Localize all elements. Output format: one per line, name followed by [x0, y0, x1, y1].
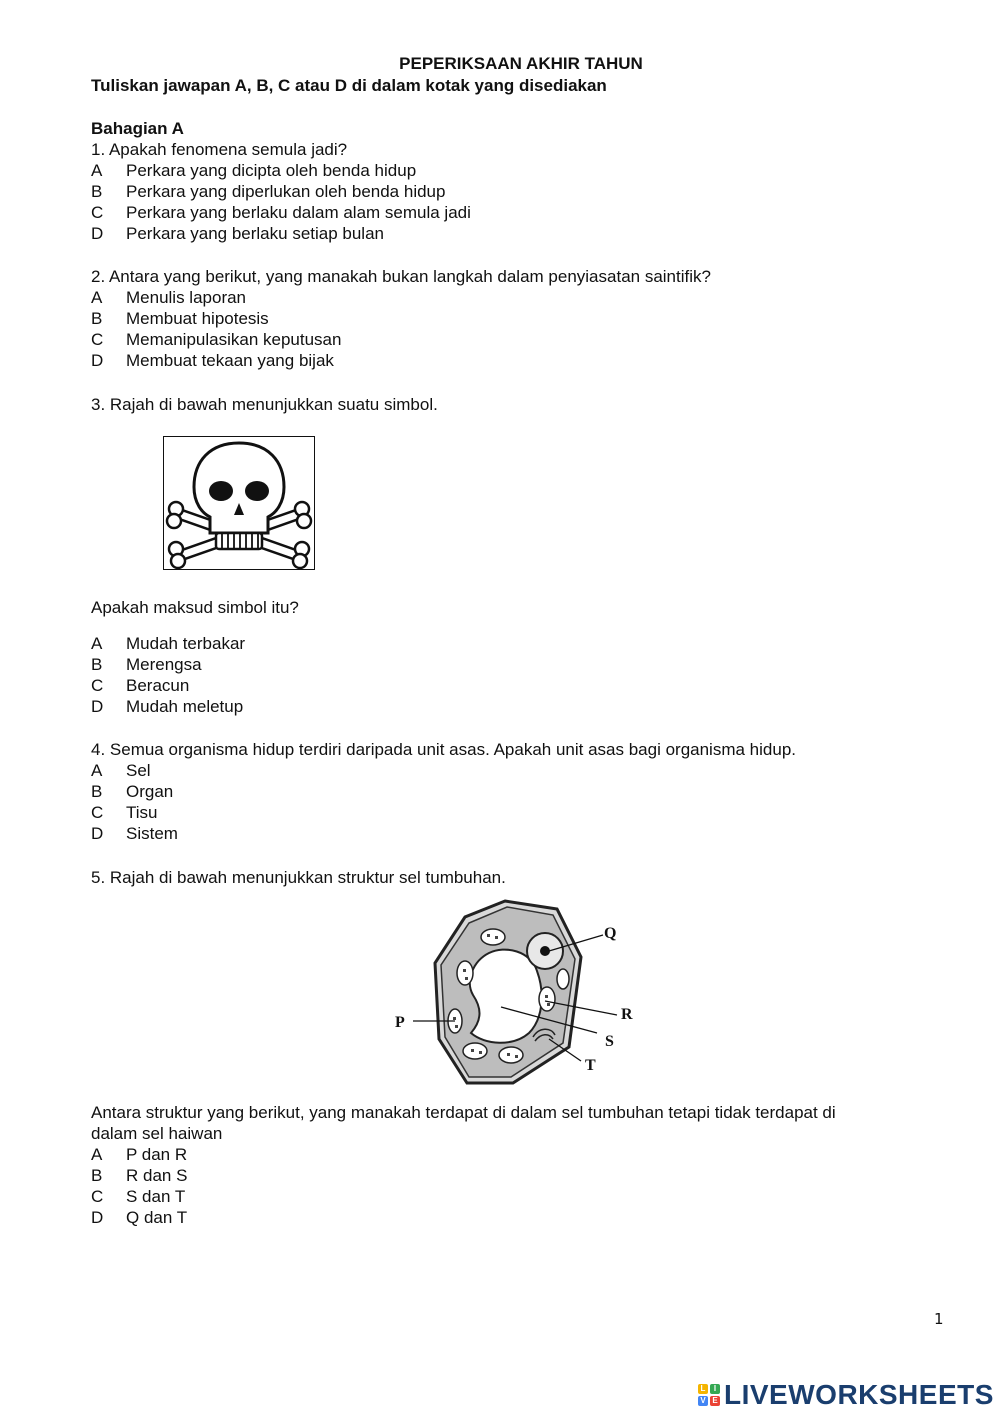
poison-symbol-figure — [163, 436, 315, 570]
q5-option-b: B R dan S — [91, 1166, 188, 1185]
question-2: 2. Antara yang berikut, yang manakah bukan langkah dalam penyiasatan saintifik? — [91, 267, 711, 286]
liveworksheets-brand[interactable] — [698, 1375, 994, 1415]
question-3-followup: Apakah maksud simbol itu? — [91, 598, 299, 617]
q3-option-b: B Merengsa — [91, 655, 202, 674]
label-r: R — [621, 1006, 633, 1023]
q4-option-b: B Organ — [91, 782, 174, 801]
brand-name: LIVEWORKSHEETS — [724, 1379, 994, 1410]
exam-title: PEPERIKSAAN AKHIR TAHUN — [399, 54, 643, 73]
q4-option-c: C Tisu — [91, 803, 158, 822]
label-s: S — [605, 1033, 614, 1050]
question-5-followup-line2: dalam sel haiwan — [91, 1124, 223, 1143]
q2-option-c: C Memanipulasikan keputusan — [91, 330, 342, 349]
q2-option-a: A Menulis laporan — [91, 288, 247, 307]
q5-option-a: A P dan R — [91, 1145, 188, 1164]
question-1: 1. Apakah fenomena semula jadi? — [91, 140, 348, 159]
q3-option-d: D Mudah meletup — [91, 697, 244, 716]
label-t: T — [585, 1057, 596, 1074]
q1-option-d: D Perkara yang berlaku setiap bulan — [91, 224, 384, 243]
q4-option-d: D Sistem — [91, 824, 178, 843]
q1-option-a: A Perkara yang dicipta oleh benda hidup — [91, 161, 417, 180]
q3-option-a: A Mudah terbakar — [91, 634, 246, 653]
exam-instruction: Tuliskan jawapan A, B, C atau D di dalam kotak yang disediakan — [91, 76, 607, 95]
q4-option-a: A Sel — [91, 761, 151, 780]
q1-option-c: C Perkara yang berlaku dalam alam semula jadi — [91, 203, 471, 222]
label-q: Q — [604, 925, 617, 942]
question-5: 5. Rajah di bawah menunjukkan struktur sel tumbuhan. — [91, 868, 506, 887]
q1-option-b: B Perkara yang diperlukan oleh benda hidup — [91, 182, 446, 201]
question-4: 4. Semua organisma hidup terdiri daripada unit asas. Apakah unit asas bagi organisma hidup. — [91, 740, 796, 759]
q3-option-c: C Beracun — [91, 676, 190, 695]
q5-option-d: D Q dan T — [91, 1208, 188, 1227]
skull-crossbones-icon — [164, 437, 314, 569]
liveworksheets-logo-icon: L I V E — [698, 1384, 720, 1406]
q5-option-c: C S dan T — [91, 1187, 186, 1206]
page-number: 1 — [934, 1310, 944, 1328]
question-3: 3. Rajah di bawah menunjukkan suatu simbol. — [91, 395, 438, 414]
label-p: P — [395, 1014, 405, 1031]
question-5-followup-line1: Antara struktur yang berikut, yang manakah terdapat di dalam sel tumbuhan tetapi tidak terdapat di — [91, 1103, 836, 1122]
plant-cell-diagram — [385, 895, 645, 1095]
section-heading: Bahagian A — [91, 119, 184, 138]
q2-option-b: B Membuat hipotesis — [91, 309, 269, 328]
q2-option-d: D Membuat tekaan yang bijak — [91, 351, 334, 370]
